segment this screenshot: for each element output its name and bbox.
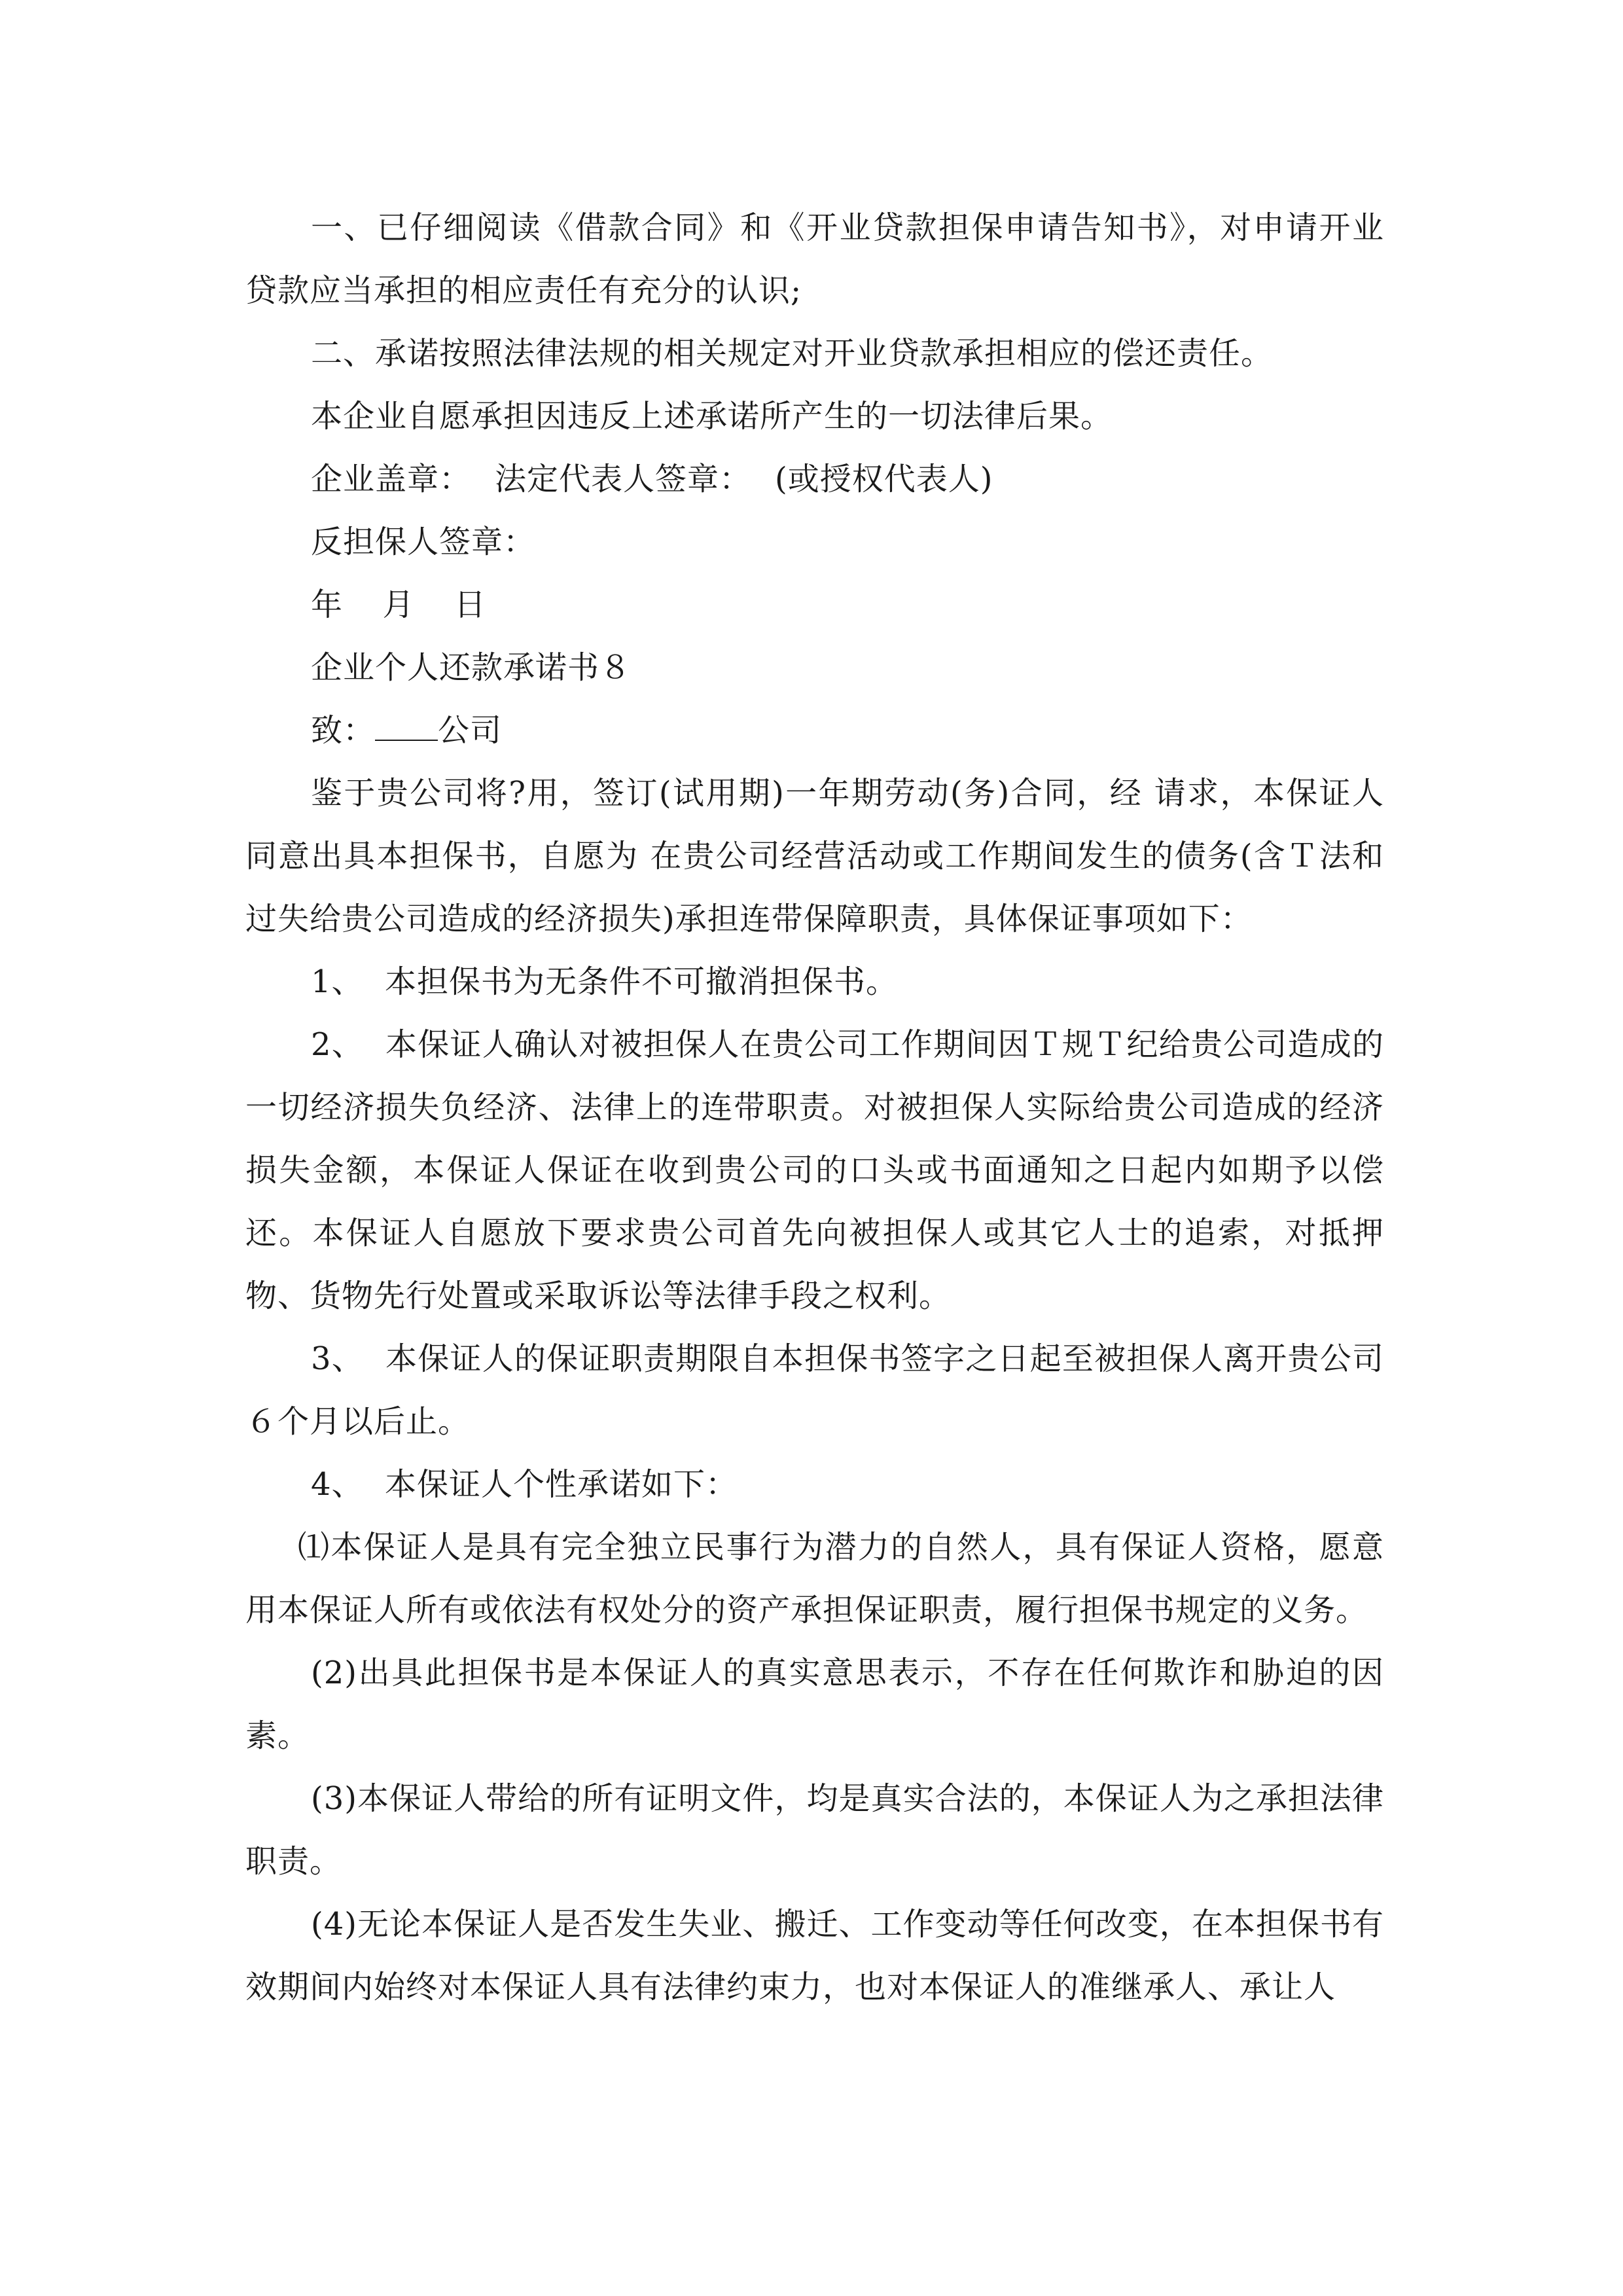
section-title: 企业个人还款承诺书８ [311,649,632,686]
date-line [245,573,1384,636]
paragraph-guarantee-intro: 鉴于贵公司将?用，签订(试用期)一年期劳动(务)合同，经 请求，本保证人同意出具本担保书，自愿为 在贵公司经营活动或工作期间发生的债务(含Ｔ法和过失给贵公司造成的经济损失)承担连带保障职责，具体保证事项如下： [245,775,1384,937]
date-text: 年 月 日 [311,586,487,623]
sub-item-2: (2)出具此担保书是本保证人的真实意思表示，不存在任何欺诈和胁迫的因素。 [245,1655,1384,1754]
list-item-1: 1、 本担保书为无条件不可撤消担保书。 [311,963,899,1000]
paragraph-commitment-1: 一、已仔细阅读《借款合同》和《开业贷款担保申请告知书》，对申请开业贷款应当承担的相应责任有充分的认识; [245,209,1384,309]
addressee-blank [375,713,438,741]
list-item-2: 2、 本保证人确认对被担保人在贵公司工作期间因Ｔ规Ｔ纪给贵公司造成的一切经济损失负经济、法律上的连带职责。对被担保人实际给贵公司造成的经济损失金额，本保证人保证在收到贵公司的口头或书面通知之日起内如期予以偿还。本保证人自愿放下要求贵公司首先向被担保人或其它人士的追索，对抵押物、货物先行处置或采取诉讼等法律手段之权利。 [245,1026,1384,1314]
paragraph-consequences: 本企业自愿承担因违反上述承诺所产生的一切法律后果。 [311,398,1113,435]
company-seal-label: 企业盖章： [311,461,472,497]
paragraph-commitment-2: 二、承诺按照法律法规的相关规定对开业贷款承担相应的偿还责任。 [311,335,1274,372]
sub-item-3: (3)本保证人带给的所有证明文件，均是真实合法的，本保证人为之承担法律职责。 [245,1780,1384,1880]
document-body [245,196,1384,2018]
counter-guarantor-signature: 反担保人签章： [311,524,536,560]
sub-item-4: (4)无论本保证人是否发生失业、搬迁、工作变动等任何改变，在本担保书有效期间内始终对本保证人具有法律约束力，也对本保证人的准继承人、承让人 [245,1906,1384,2005]
addressee-line [245,699,1384,762]
list-item-4: 4、 本保证人个性承诺如下： [311,1466,738,1503]
legal-rep-label: 法定代表人签章： [495,461,752,497]
addressee-suffix: 公司 [438,712,503,749]
addressee-prefix: 致： [311,712,376,749]
sub-item-1: ⑴本保证人是具有完全独立民事行为潜力的自然人，具有保证人资格，愿意用本保证人所有或依法有权处分的资产承担保证职责，履行担保书规定的义务。 [245,1529,1384,1628]
authorized-rep-label: (或授权代表人) [775,461,993,497]
list-item-3: 3、 本保证人的保证职责期限自本担保书签字之日起至被担保人离开贵公司６个月以后止。 [245,1340,1384,1440]
signature-line-company [245,448,1384,511]
